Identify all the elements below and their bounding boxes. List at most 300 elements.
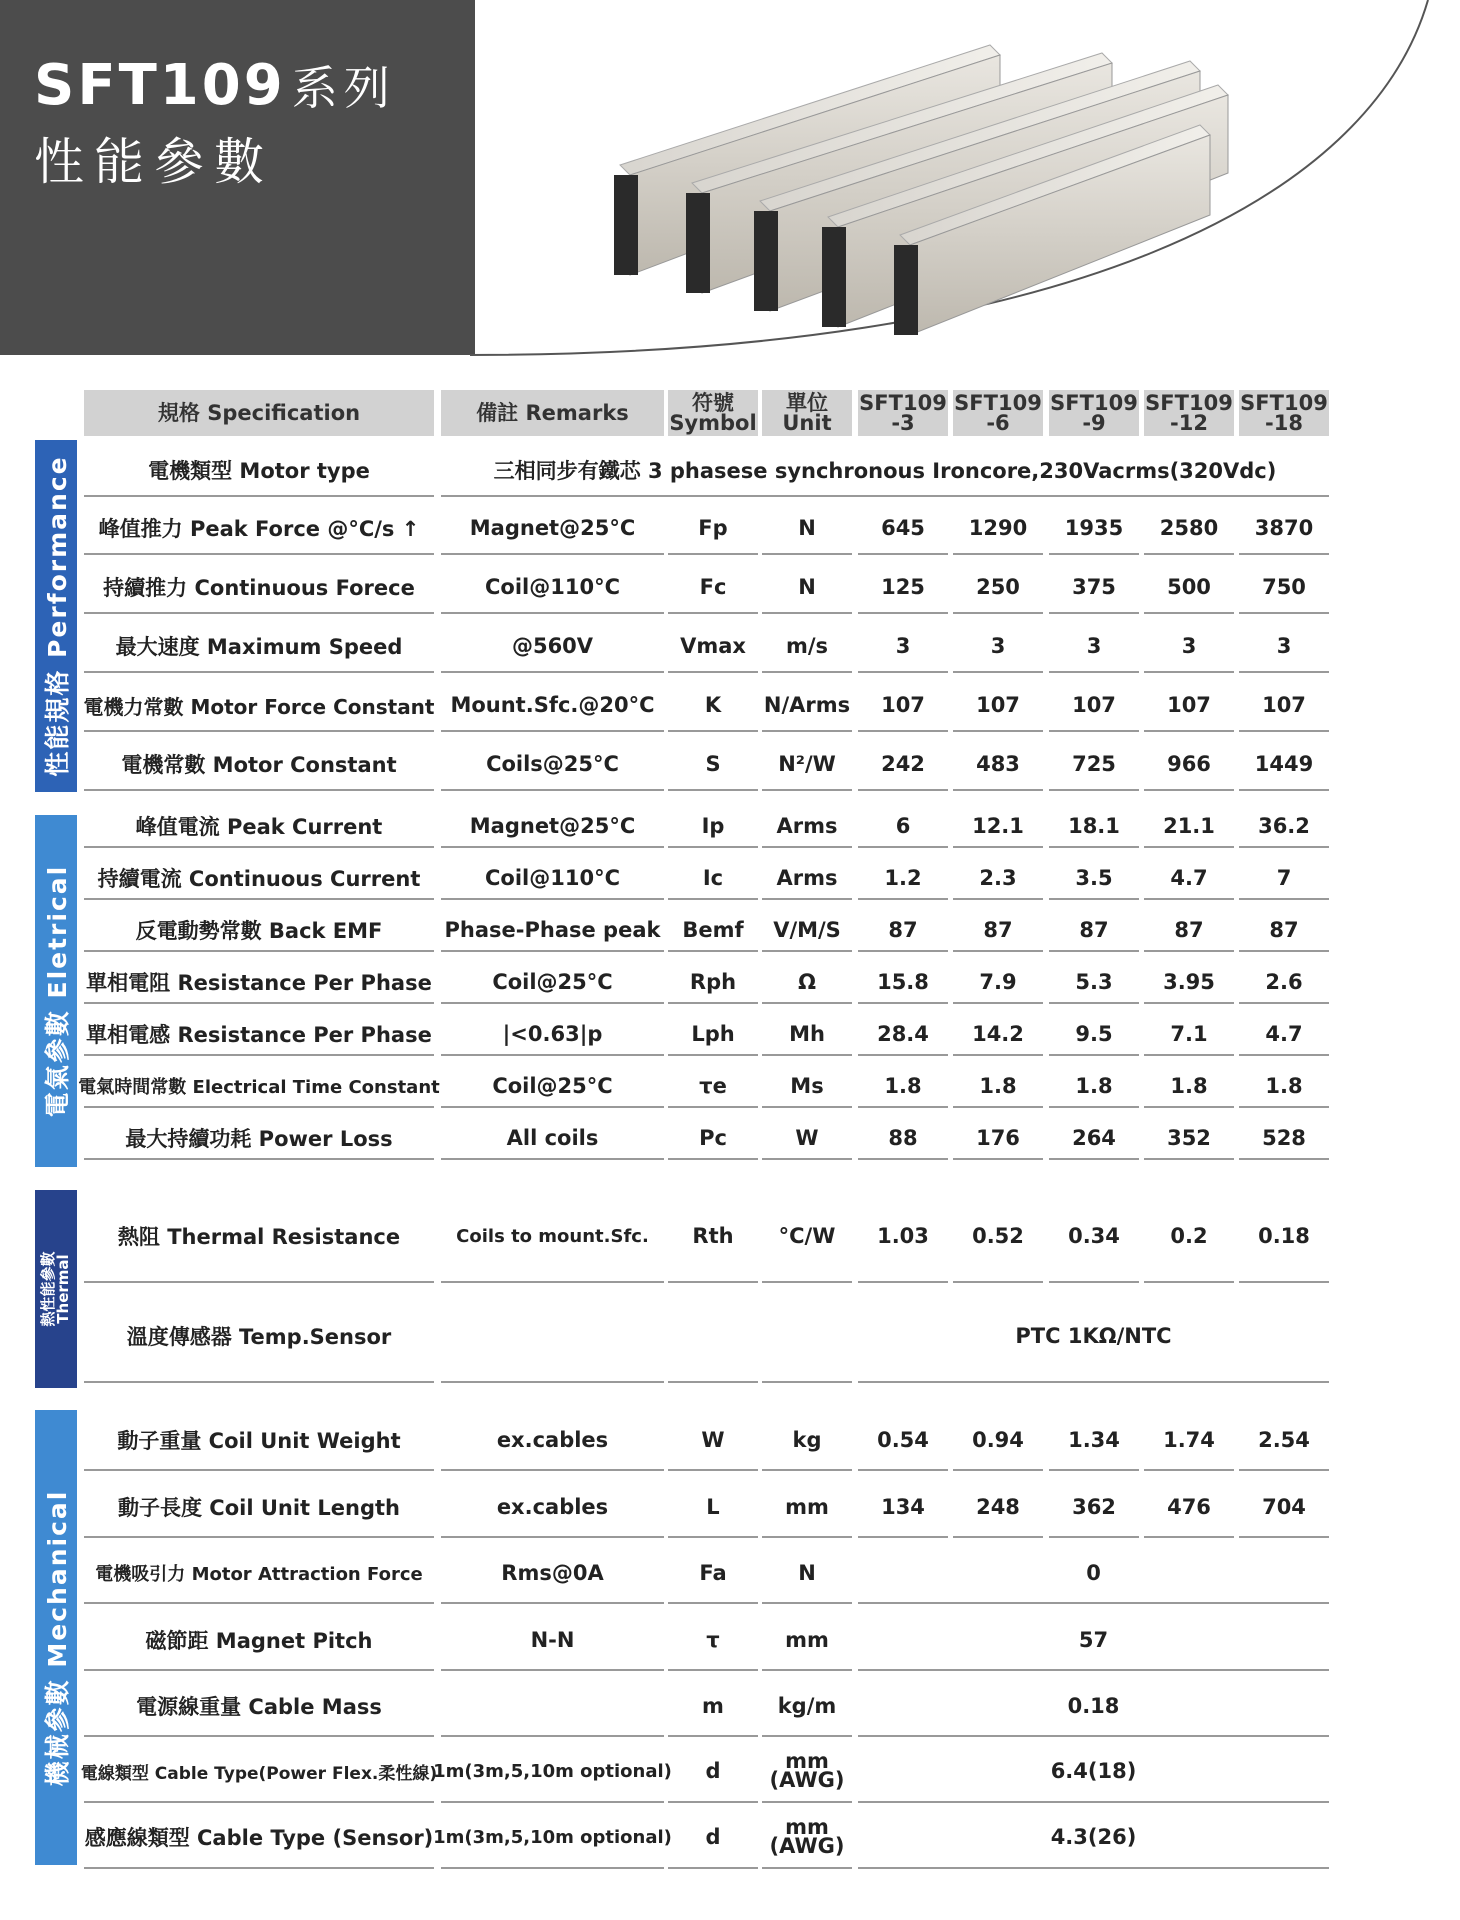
row-divider [441, 1281, 664, 1283]
value-cell: 18.1 [1068, 814, 1120, 838]
row-divider [762, 730, 852, 732]
row-divider [953, 730, 1043, 732]
value-cell: 248 [976, 1495, 1020, 1519]
merged-value-cell: 6.4(18) [1050, 1759, 1137, 1783]
value-cell: 87 [983, 918, 1013, 942]
unit-cell: V/M/S [773, 918, 841, 942]
row-divider [668, 789, 758, 791]
value-cell: 3.95 [1163, 970, 1215, 994]
row-divider [441, 1735, 664, 1737]
value-cell: 1.03 [877, 1224, 929, 1248]
row-divider [1239, 1054, 1329, 1056]
row-divider [84, 1281, 434, 1283]
linear-motor-product-image [600, 25, 1240, 335]
symbol-cell: d [705, 1759, 721, 1783]
value-cell: 88 [888, 1126, 918, 1150]
value-cell: 250 [976, 575, 1020, 599]
row-divider [668, 1536, 758, 1538]
row-divider [84, 1801, 434, 1803]
value-cell: 2.54 [1258, 1428, 1310, 1452]
row-divider [84, 1106, 434, 1108]
symbol-cell: Ip [701, 814, 725, 838]
row-divider [668, 1602, 758, 1604]
value-cell: 1.8 [1075, 1074, 1113, 1098]
row-divider [762, 846, 852, 848]
row-divider [953, 1106, 1043, 1108]
value-cell: 3 [895, 634, 911, 658]
row-divider [668, 846, 758, 848]
value-cell: 500 [1167, 575, 1211, 599]
row-divider [858, 789, 948, 791]
value-cell: 2.3 [979, 866, 1017, 890]
row-divider [441, 1536, 664, 1538]
row-divider [762, 898, 852, 900]
row-divider [441, 1469, 664, 1471]
row-divider [1049, 1469, 1139, 1471]
row-divider [1049, 1158, 1139, 1160]
header-model-6: SFT109 -6 [954, 391, 1042, 435]
row-divider [953, 898, 1043, 900]
row-divider [84, 671, 434, 673]
value-cell: 725 [1072, 752, 1116, 776]
row-divider [441, 1158, 664, 1160]
symbol-cell: Rth [692, 1224, 734, 1248]
row-divider [762, 1106, 852, 1108]
spec-label: 最大速度 Maximum Speed [115, 635, 403, 659]
symbol-cell: Pc [699, 1126, 727, 1150]
row-divider [84, 1867, 434, 1869]
merged-value-cell: PTC 1KΩ/NTC [1015, 1324, 1172, 1348]
row-divider [762, 1735, 852, 1737]
row-divider [858, 671, 948, 673]
remark-cell: @560V [511, 634, 594, 658]
value-cell: 242 [881, 752, 925, 776]
row-divider [1144, 1002, 1234, 1004]
row-divider [1144, 1158, 1234, 1160]
row-divider [858, 1054, 948, 1056]
value-cell: 15.8 [877, 970, 929, 994]
row-divider [84, 1602, 434, 1604]
spec-label: 反電動勢常數 Back EMF [135, 919, 383, 943]
row-divider [858, 1002, 948, 1004]
symbol-cell: d [705, 1825, 721, 1849]
row-divider [1239, 1469, 1329, 1471]
spec-label: 電機力常數 Motor Force Constant [83, 694, 435, 719]
remark-cell [441, 1676, 664, 1736]
remark-cell: 1m(3m,5,10m optional) [433, 1826, 672, 1848]
unit-cell: N [798, 575, 816, 599]
row-divider [1144, 950, 1234, 952]
remark-cell: Mount.Sfc.@20°C [450, 693, 655, 717]
row-divider [762, 1867, 852, 1869]
row-divider [441, 846, 664, 848]
row-divider [441, 1381, 664, 1383]
header-model-18: SFT109 -18 [1240, 391, 1328, 435]
spec-label: 最大持續功耗 Power Loss [125, 1127, 393, 1151]
row-divider [1049, 1106, 1139, 1108]
row-divider [1239, 789, 1329, 791]
motor-type-value: 三相同步有鐵芯 3 phasese synchronous Ironcore,230Vacrms(320Vdc) [493, 459, 1277, 483]
remark-cell: All coils [506, 1126, 599, 1150]
spec-label: 動子重量 Coil Unit Weight [117, 1429, 401, 1453]
value-cell: 704 [1262, 1495, 1306, 1519]
row-divider [668, 1801, 758, 1803]
value-cell: 966 [1167, 752, 1211, 776]
row-divider [1239, 1106, 1329, 1108]
value-cell: 1.74 [1163, 1428, 1215, 1452]
unit-cell [762, 1290, 852, 1382]
spec-label: 電機常數 Motor Constant [121, 753, 397, 777]
row-divider [668, 1002, 758, 1004]
row-divider [858, 846, 948, 848]
row-divider [953, 553, 1043, 555]
value-cell: 176 [976, 1126, 1020, 1150]
unit-cell: kg/m [777, 1694, 837, 1718]
row-divider [858, 1158, 948, 1160]
value-cell: 0.18 [1258, 1224, 1310, 1248]
page-title: SFT109 系列 [34, 53, 396, 118]
value-cell: 87 [1079, 918, 1109, 942]
row-divider [762, 1002, 852, 1004]
row-divider [762, 789, 852, 791]
row-divider [668, 1469, 758, 1471]
header-model-9: SFT109 -9 [1050, 391, 1138, 435]
row-divider [858, 1106, 948, 1108]
row-divider [858, 1536, 948, 1538]
value-cell: 1290 [968, 516, 1028, 540]
value-cell: 3 [1276, 634, 1292, 658]
value-cell: 476 [1167, 1495, 1211, 1519]
spec-label: 單相電阻 Resistance Per Phase [86, 971, 432, 995]
spec-label: 峰值電流 Peak Current [135, 815, 383, 839]
spec-label: 電源線重量 Cable Mass [136, 1695, 382, 1719]
section-mechanical: 機械參數 Mechanical [35, 1410, 77, 1865]
unit-cell: Arms [776, 866, 838, 890]
value-cell: 107 [976, 693, 1020, 717]
row-divider [1144, 1536, 1234, 1538]
value-cell: 7 [1276, 866, 1292, 890]
merged-value-cell: 0 [1086, 1561, 1101, 1585]
value-cell: 362 [1072, 1495, 1116, 1519]
row-divider [1049, 898, 1139, 900]
value-cell: 3 [1086, 634, 1102, 658]
value-cell: 87 [1174, 918, 1204, 942]
value-cell: 125 [881, 575, 925, 599]
row-divider [953, 1536, 1043, 1538]
row-divider [668, 1735, 758, 1737]
row-divider [668, 1158, 758, 1160]
row-divider [1239, 730, 1329, 732]
row-divider [1144, 1106, 1234, 1108]
row-divider [668, 730, 758, 732]
value-cell: 0.2 [1170, 1224, 1208, 1248]
remark-cell: Coils@25°C [486, 752, 619, 776]
value-cell: 5.3 [1075, 970, 1113, 994]
row-divider [762, 1801, 852, 1803]
row-divider [762, 1602, 852, 1604]
row-divider [441, 1106, 664, 1108]
value-cell: 3.5 [1075, 866, 1113, 890]
header-symbol: 符號 Symbol [669, 391, 757, 435]
symbol-cell: Lph [691, 1022, 735, 1046]
unit-cell: Ms [790, 1074, 824, 1098]
header-specification: 規格 Specification [84, 390, 434, 436]
symbol-cell: Fp [698, 516, 728, 540]
row-divider [1144, 1469, 1234, 1471]
merged-value-cell: 0.18 [1067, 1694, 1120, 1718]
value-cell: 645 [881, 516, 925, 540]
value-cell: 107 [1072, 693, 1116, 717]
row-divider [1049, 612, 1139, 614]
row-divider [668, 898, 758, 900]
row-divider [84, 1381, 434, 1383]
row-divider [762, 1158, 852, 1160]
row-divider [858, 1281, 948, 1283]
row-divider [84, 1469, 434, 1471]
remark-cell: ex.cables [496, 1495, 609, 1519]
row-divider [1239, 898, 1329, 900]
value-cell: 483 [976, 752, 1020, 776]
row-divider [762, 1281, 852, 1283]
remark-cell: N-N [530, 1628, 575, 1652]
row-divider [762, 671, 852, 673]
row-divider [84, 1054, 434, 1056]
row-divider [858, 1867, 1329, 1869]
value-cell: 14.2 [972, 1022, 1024, 1046]
row-divider [668, 1867, 758, 1869]
row-divider [858, 1801, 1329, 1803]
spec-label: 電機吸引力 Motor Attraction Force [95, 1564, 423, 1585]
value-cell: 3 [990, 634, 1006, 658]
remark-cell: |<0.63|p [502, 1022, 603, 1046]
value-cell: 107 [881, 693, 925, 717]
row-divider [953, 1054, 1043, 1056]
row-divider [441, 1602, 664, 1604]
value-cell: 1.2 [884, 866, 922, 890]
row-divider [1049, 1281, 1139, 1283]
row-divider [84, 1735, 434, 1737]
row-divider [441, 612, 664, 614]
row-divider [84, 495, 434, 497]
value-cell: 1.8 [1170, 1074, 1208, 1098]
row-divider [1144, 730, 1234, 732]
row-divider [1144, 612, 1234, 614]
symbol-cell: Rph [689, 970, 737, 994]
value-cell: 12.1 [972, 814, 1024, 838]
row-divider [953, 1002, 1043, 1004]
remark-cell: 1m(3m,5,10m optional) [433, 1760, 672, 1782]
symbol-cell: m [702, 1694, 724, 1718]
row-divider [953, 1469, 1043, 1471]
spec-label: 電機類型 Motor type [148, 459, 370, 483]
row-divider [762, 1469, 852, 1471]
row-divider [668, 1054, 758, 1056]
row-divider [668, 671, 758, 673]
row-divider [858, 950, 948, 952]
row-divider [1239, 1158, 1329, 1160]
symbol-cell: Fa [699, 1561, 727, 1585]
row-divider [1049, 789, 1139, 791]
row-divider [1144, 671, 1234, 673]
value-cell: 352 [1167, 1126, 1211, 1150]
symbol-cell: W [701, 1428, 725, 1452]
spec-label: 單相電感 Resistance Per Phase [86, 1023, 432, 1047]
symbol-cell: S [705, 752, 721, 776]
row-divider [441, 898, 664, 900]
header-model-12: SFT109 -12 [1145, 391, 1233, 435]
row-divider [1239, 553, 1329, 555]
row-divider [858, 1602, 1329, 1604]
row-divider [953, 846, 1043, 848]
row-divider [762, 1536, 852, 1538]
symbol-cell: Fc [699, 575, 727, 599]
value-cell: 1449 [1254, 752, 1314, 776]
value-cell: 1.8 [979, 1074, 1017, 1098]
row-divider [1144, 846, 1234, 848]
section-performance: 性能規格 Performance [35, 440, 77, 792]
row-divider [84, 950, 434, 952]
value-cell: 2580 [1159, 516, 1219, 540]
value-cell: 1.8 [1265, 1074, 1303, 1098]
symbol-cell: L [706, 1495, 720, 1519]
row-divider [1144, 789, 1234, 791]
value-cell: 1935 [1064, 516, 1124, 540]
remark-cell: Coils to mount.Sfc. [456, 1225, 649, 1247]
row-divider [1049, 950, 1139, 952]
value-cell: 264 [1072, 1126, 1116, 1150]
row-divider [668, 950, 758, 952]
row-divider [441, 553, 664, 555]
value-cell: 528 [1262, 1126, 1306, 1150]
unit-cell: mm (AWG) [769, 1815, 845, 1858]
unit-cell: N [798, 1561, 816, 1585]
row-divider [953, 671, 1043, 673]
row-divider [668, 1106, 758, 1108]
row-divider [953, 612, 1043, 614]
row-divider [668, 553, 758, 555]
unit-cell: kg [792, 1428, 822, 1452]
value-cell: 28.4 [877, 1022, 929, 1046]
header-unit: 單位 Unit [762, 390, 852, 436]
symbol-cell: Ic [702, 866, 724, 890]
row-divider [441, 789, 664, 791]
value-cell: 0.54 [877, 1428, 929, 1452]
row-divider [858, 898, 948, 900]
unit-cell: Arms [776, 814, 838, 838]
remark-cell: Phase-Phase peak [444, 918, 661, 942]
row-divider [1144, 898, 1234, 900]
row-divider [762, 1381, 852, 1383]
symbol-cell: τ [706, 1628, 720, 1652]
row-divider [1049, 671, 1139, 673]
spec-label: 感應線類型 Cable Type (Sensor) [84, 1826, 434, 1850]
row-divider [1049, 730, 1139, 732]
unit-cell: W [795, 1126, 819, 1150]
remark-cell: Coil@110°C [485, 575, 620, 599]
remark-cell: Rms@0A [501, 1561, 604, 1585]
row-divider [441, 671, 664, 673]
row-divider [84, 612, 434, 614]
row-divider [858, 612, 948, 614]
row-divider [84, 789, 434, 791]
row-divider [858, 553, 948, 555]
value-cell: 87 [888, 918, 918, 942]
row-divider [858, 1735, 1329, 1737]
row-divider [1239, 1536, 1329, 1538]
row-divider [441, 1002, 664, 1004]
value-cell: 7.1 [1170, 1022, 1208, 1046]
unit-cell: N²/W [778, 752, 836, 776]
value-cell: 87 [1269, 918, 1299, 942]
symbol-cell [668, 1290, 758, 1382]
value-cell: 2.6 [1265, 970, 1303, 994]
row-divider [441, 950, 664, 952]
row-divider [1049, 1002, 1139, 1004]
row-divider [1144, 1281, 1234, 1283]
row-divider [1239, 671, 1329, 673]
row-divider [953, 1158, 1043, 1160]
row-divider [84, 846, 434, 848]
row-divider [1049, 846, 1139, 848]
row-divider [441, 1801, 664, 1803]
row-divider [1239, 1002, 1329, 1004]
row-divider [441, 730, 664, 732]
row-divider [953, 950, 1043, 952]
symbol-cell: τe [699, 1074, 727, 1098]
symbol-cell: Vmax [680, 634, 746, 658]
value-cell: 3 [1181, 634, 1197, 658]
spec-label: 峰值推力 Peak Force @°C/s ↑ [98, 517, 420, 541]
row-divider [762, 612, 852, 614]
row-divider [762, 950, 852, 952]
row-divider [84, 1536, 434, 1538]
value-cell: 375 [1072, 575, 1116, 599]
remark-cell: Coil@25°C [492, 970, 613, 994]
value-cell: 36.2 [1258, 814, 1310, 838]
row-divider [84, 1158, 434, 1160]
row-divider [441, 495, 1329, 497]
unit-cell: N/Arms [763, 693, 851, 717]
row-divider [84, 730, 434, 732]
row-divider [1144, 1054, 1234, 1056]
value-cell: 6 [895, 814, 911, 838]
row-divider [762, 553, 852, 555]
value-cell: 134 [881, 1495, 925, 1519]
symbol-cell: Bemf [682, 918, 744, 942]
unit-cell: mm [785, 1628, 829, 1652]
remark-cell: ex.cables [496, 1428, 609, 1452]
spec-label: 持續推力 Continuous Forece [103, 576, 415, 600]
spec-label: 電線類型 Cable Type(Power Flex.柔性線) [80, 1763, 438, 1784]
header-model-3: SFT109 -3 [859, 391, 947, 435]
unit-cell: mm (AWG) [769, 1749, 845, 1792]
unit-cell: Mh [789, 1022, 825, 1046]
value-cell: 9.5 [1075, 1022, 1113, 1046]
spec-label: 磁節距 Magnet Pitch [145, 1629, 373, 1653]
row-divider [858, 730, 948, 732]
row-divider [1144, 553, 1234, 555]
spec-label: 電氣時間常數 Electrical Time Constant [78, 1077, 440, 1098]
row-divider [84, 898, 434, 900]
row-divider [668, 612, 758, 614]
row-divider [858, 1381, 1329, 1383]
unit-cell: m/s [785, 634, 829, 658]
row-divider [84, 1669, 434, 1671]
row-divider [858, 1669, 1329, 1671]
row-divider [1239, 612, 1329, 614]
remark-cell [441, 1290, 664, 1382]
spec-label: 溫度傳感器 Temp.Sensor [126, 1325, 392, 1349]
